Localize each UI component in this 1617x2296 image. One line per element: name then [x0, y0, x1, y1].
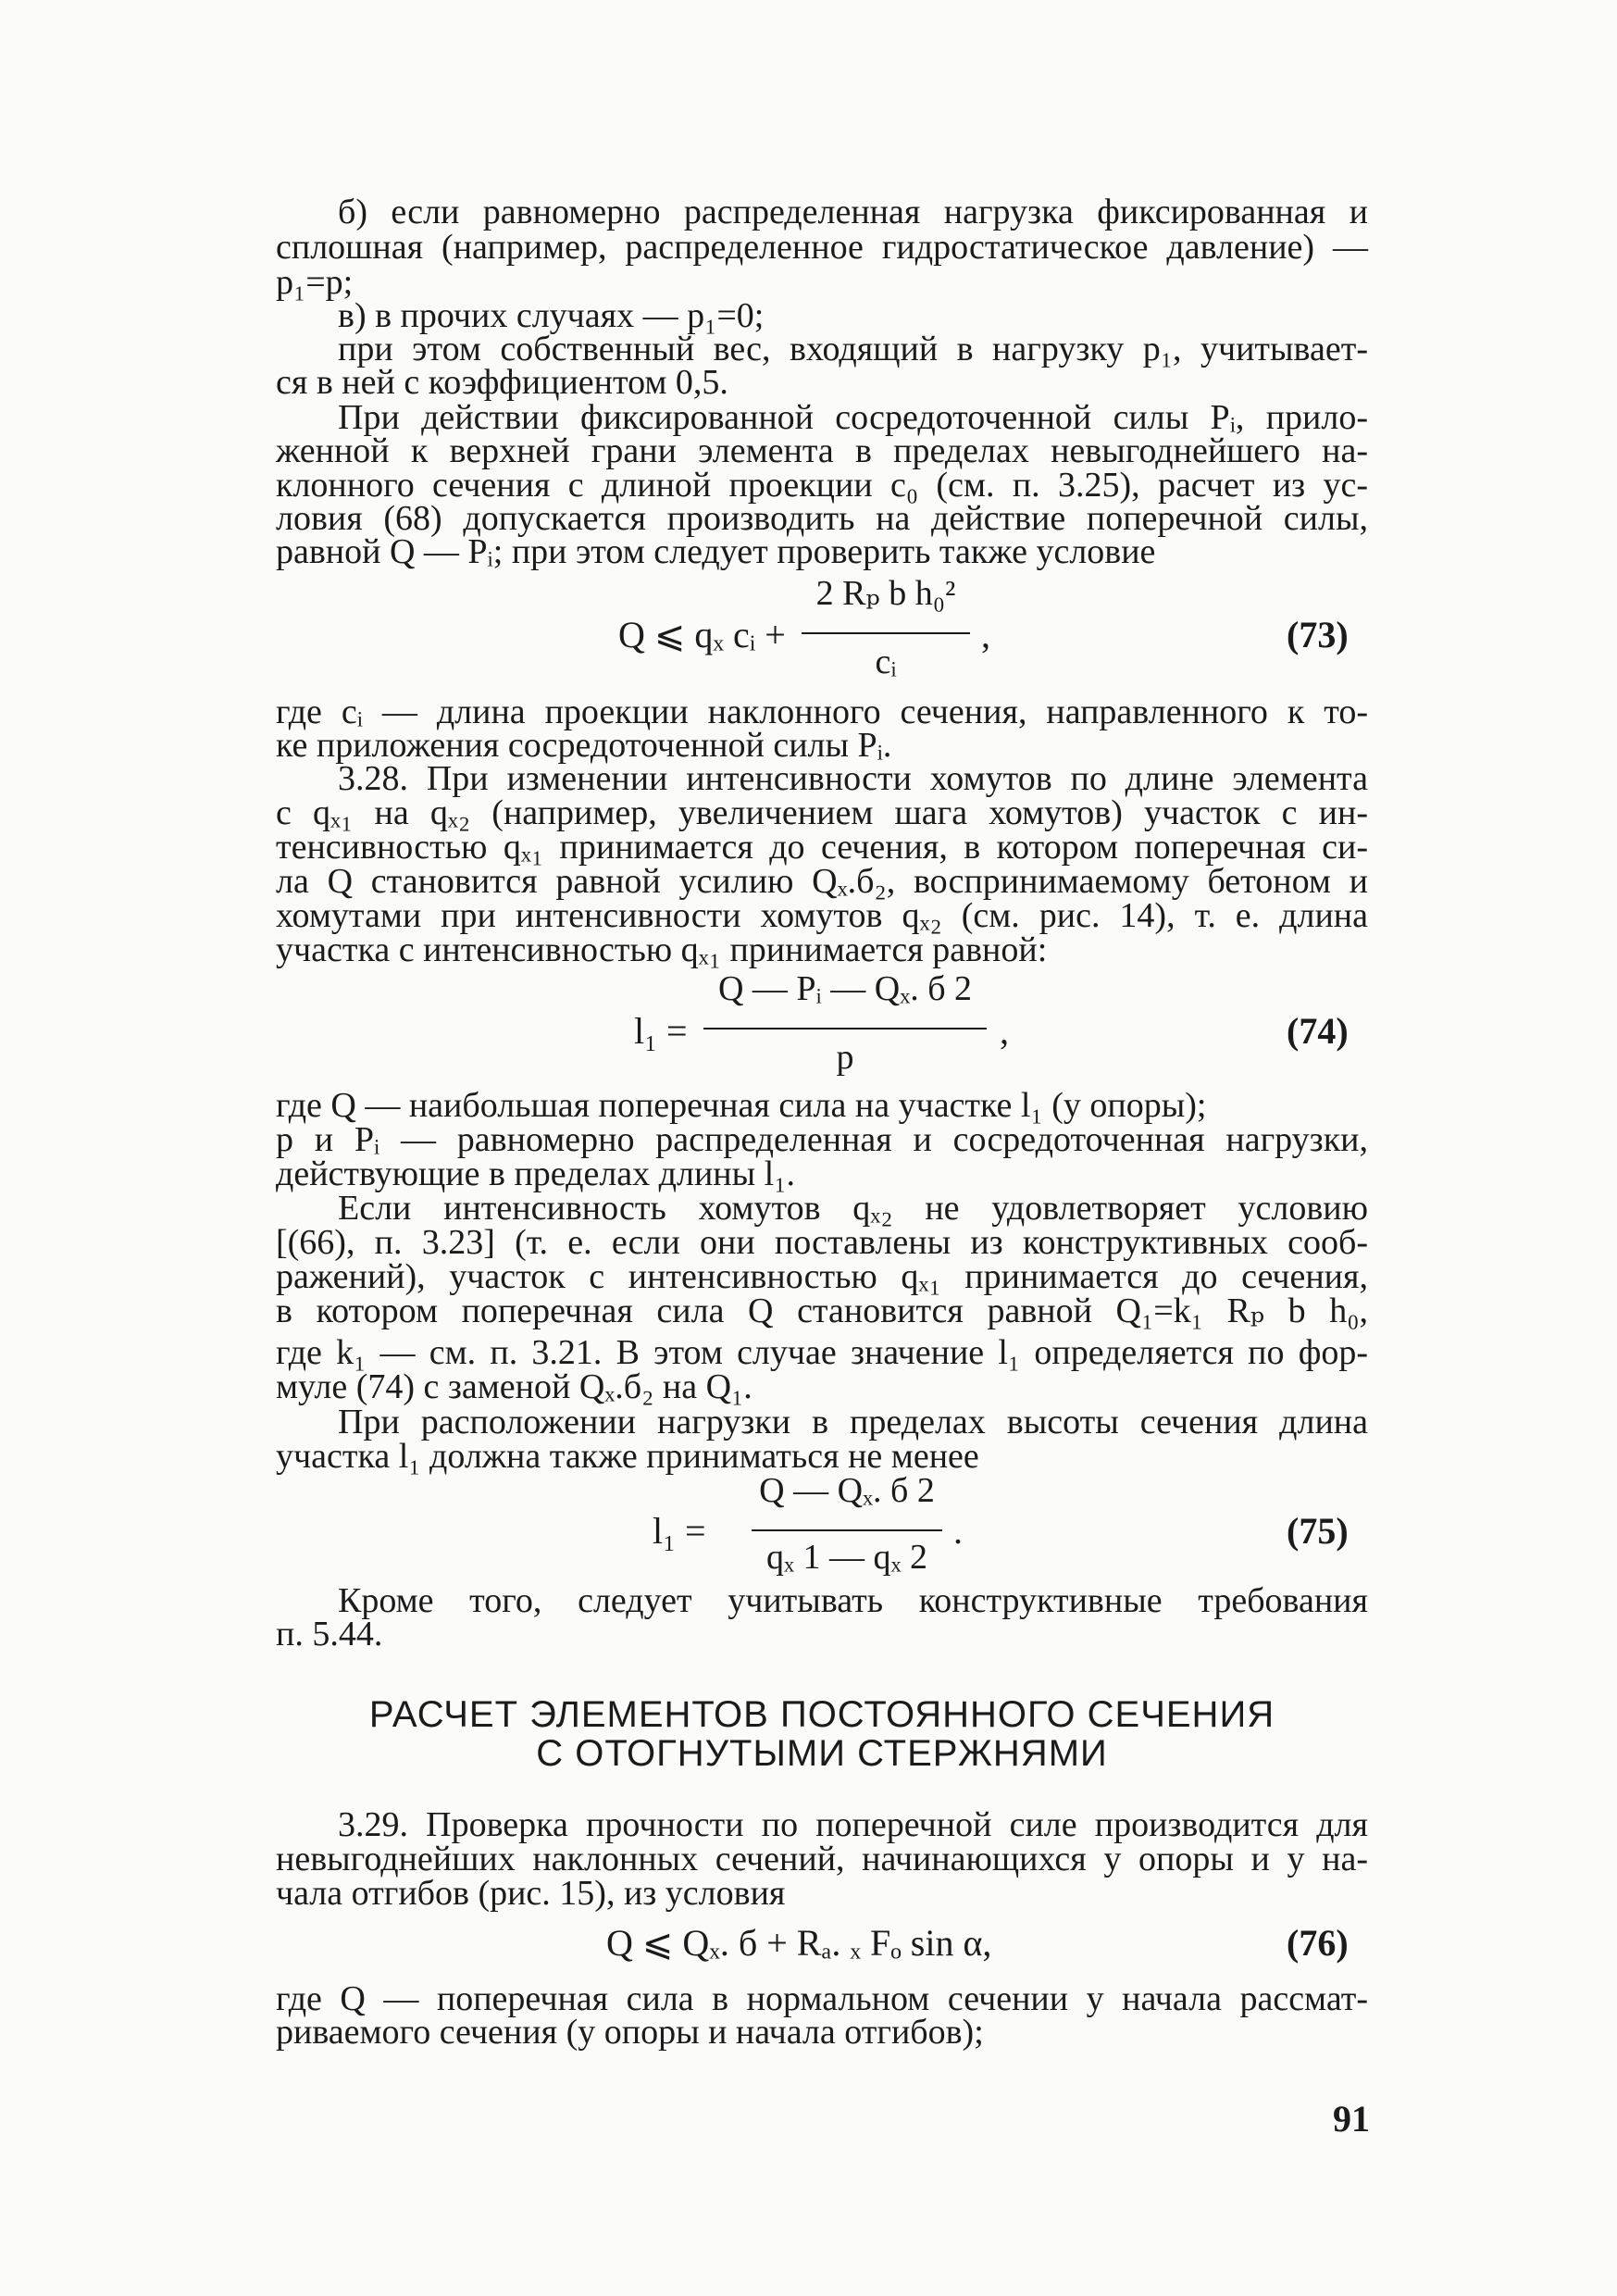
fraction-bar [703, 1028, 987, 1029]
text-line: p и Pᵢ — равномерно распределенная и сосредоточенная нагрузки, [276, 1120, 1368, 1159]
page-number: 91 [1333, 2098, 1370, 2140]
text-line: хомутами при интенсивности хомутов qₓ₂ (см. рис. 14), т. е. длина [276, 896, 1368, 935]
formula-73-lhs: Q ⩽ qₓ cᵢ + [618, 614, 786, 655]
text-line: п. 5.44. [276, 1615, 383, 1653]
text-line: 3.28. При изменении интенсивности хомутов по длине элемента [338, 759, 1368, 798]
formula-73-comma: , [981, 614, 990, 655]
formula-75-lhs: l₁ = [653, 1510, 706, 1552]
formula-74-denominator: p [836, 1038, 854, 1077]
formula-76: Q ⩽ Qₓ. б + Rₐ. ₓ Fₒ sin α, [606, 1922, 992, 1964]
text-line: участка с интенсивностью qₓ₁ принимается равной: [276, 930, 1048, 969]
section-heading: РАСЧЕТ ЭЛЕМЕНТОВ ПОСТОЯННОГО СЕЧЕНИЯ [368, 1694, 1275, 1735]
text-line: При расположении нагрузки в пределах высоты сечения длина [338, 1403, 1368, 1441]
text-line: где Q — поперечная сила в нормальном сечении у начала рассмат- [276, 1979, 1368, 2018]
text-line: где cᵢ — длина проекции наклонного сечения, направленного к то- [276, 693, 1368, 731]
text-line: [(66), п. 3.23] (т. е. если они поставлены из конструктивных сооб- [276, 1223, 1368, 1262]
formula-75-numerator: Q — Qₓ. б 2 [759, 1471, 935, 1510]
text-line: риваемого сечения (у опоры и начала отгибов); [276, 2013, 984, 2052]
text-line: в котором поперечная сила Q становится равной Q₁=k₁ Rₚ b h₀, [276, 1292, 1368, 1330]
fraction-bar [802, 632, 970, 634]
section-heading: С ОТОГНУТЫМИ СТЕРЖНЯМИ [536, 1733, 1108, 1774]
text-line: чала отгибов (рис. 15), из условия [276, 1874, 786, 1913]
text-line: где k₁ — см. п. 3.21. В этом случае значение l₁ определяется по фор- [276, 1333, 1368, 1372]
text-line: муле (74) с заменой Qₓ.б₂ на Q₁. [276, 1367, 753, 1406]
text-line: Если интенсивность хомутов qₓ₂ не удовлетворяет условию [338, 1189, 1368, 1228]
formula-73-numerator: 2 Rₚ b h₀² [815, 574, 956, 613]
text-line: действующие в пределах длины l₁. [276, 1154, 795, 1193]
text-line: с qₓ₁ на qₓ₂ (например, увеличением шага хомутов) участок с ин- [276, 793, 1368, 832]
text-line: При действии фиксированной сосредоточенной силы Pᵢ, прило- [338, 398, 1368, 437]
text-line: тенсивностью qₓ₁ принимается до сечения, в котором поперечная си- [276, 828, 1368, 867]
text-line: невыгоднейших наклонных сечений, начинающихся у опоры и у на- [276, 1840, 1368, 1878]
text-line: в) в прочих случаях — p₁=0; [338, 296, 765, 335]
text-line: ла Q становится равной усилию Qₓ.б₂, воспринимаемому бетоном и [276, 862, 1368, 901]
formula-74-lhs: l₁ = [634, 1010, 688, 1052]
text-line: ся в ней с коэффициентом 0,5. [276, 363, 728, 402]
text-line: клонного сечения с длиной проекции c₀ (см. п. 3.25), расчет из ус- [276, 466, 1368, 505]
formula-75-denominator: qₓ 1 — qₓ 2 [765, 1538, 928, 1577]
equation-number-76: (76) [1287, 1922, 1349, 1964]
formula-74-numerator: Q — Pᵢ — Qₓ. б 2 [717, 969, 973, 1008]
text-line: женной к верхней грани элемента в пределах невыгоднейшего на- [276, 431, 1368, 470]
text-line: ке приложения сосредоточенной силы Pᵢ. [276, 726, 892, 765]
formula-73-denominator: cᵢ [875, 643, 897, 681]
text-line: p₁=p; [276, 263, 354, 302]
equation-number-74: (74) [1287, 1010, 1349, 1052]
text-line: сплошная (например, распределенное гидростатическое давление) — [276, 228, 1368, 267]
text-line: 3.29. Проверка прочности по поперечной силе производится для [338, 1805, 1368, 1844]
equation-number-75: (75) [1287, 1510, 1349, 1552]
text-line: участка l₁ должна также приниматься не менее [276, 1437, 979, 1476]
text-line: при этом собственный вес, входящий в нагрузку p₁, учитывает- [338, 330, 1368, 368]
text-line: Кроме того, следует учитывать конструктивные требования [338, 1581, 1368, 1620]
text-line: ражений), участок с интенсивностью qₓ₁ принимается до сечения, [276, 1257, 1368, 1296]
equation-number-73: (73) [1287, 614, 1349, 655]
text-line: равной Q — Pᵢ; при этом следует проверить также условие [276, 532, 1156, 571]
formula-75-period: . [953, 1510, 963, 1552]
text-line: где Q — наибольшая поперечная сила на участке l₁ (у опоры); [276, 1086, 1207, 1125]
text-line: ловия (68) допускается производить на действие поперечной силы, [276, 499, 1368, 538]
text-line: б) если равномерно распределенная нагрузка фиксированная и [338, 193, 1368, 231]
fraction-bar [752, 1529, 942, 1531]
formula-74-comma: , [1000, 1010, 1009, 1052]
